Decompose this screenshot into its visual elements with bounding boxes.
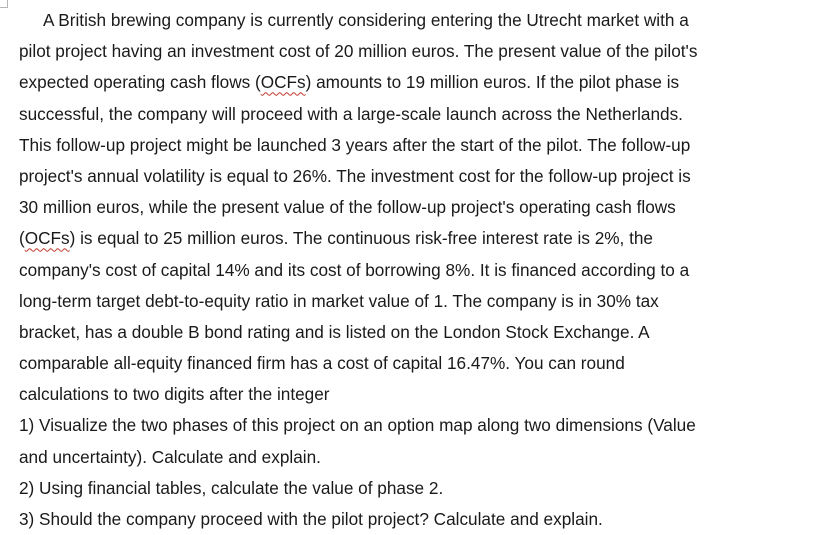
question-line: 3) Should the company proceed with the pilot project? Calculate and explain. — [19, 509, 603, 529]
question-1 — [19, 410, 834, 472]
question-2 — [19, 473, 834, 504]
question-line: 1) Visualize the two phases of this project on an option map along two dimensions (Value — [19, 415, 696, 436]
paragraph-line: pilot project having an investment cost of 20 million euros. The present value of the pilot's — [19, 41, 698, 62]
line-text: ) amounts to 19 million euros. If the pilot phase is — [305, 72, 680, 93]
line-text: ( — [19, 228, 25, 249]
paragraph-line — [19, 67, 834, 98]
question-list — [19, 410, 834, 535]
paragraph-line: This follow-up project might be launched 3 years after the start of the pilot. The follow-up — [19, 134, 691, 155]
spellcheck-flagged-word: OCFs — [260, 72, 306, 93]
paragraph-line: bracket, has a double B bond rating and is listed on the London Stock Exchange. A — [19, 321, 650, 342]
problem-paragraph — [19, 5, 834, 410]
paragraph-line: comparable all-equity financed firm has a cost of capital 16.47%. You can round — [19, 353, 625, 374]
line-text: ) is equal to 25 million euros. The continuous risk-free interest rate is 2%, the — [69, 228, 653, 249]
question-line: 2) Using financial tables, calculate the value of phase 2. — [19, 477, 444, 498]
question-3 — [19, 504, 834, 535]
question-line: and uncertainty). Calculate and explain. — [19, 446, 321, 467]
paragraph-line: project's annual volatility is equal to 26%. The investment cost for the follow-up project is — [19, 165, 691, 186]
paragraph-line: A British brewing company is currently considering entering the Utrecht market with a — [43, 10, 689, 30]
paragraph-line — [19, 223, 834, 254]
paragraph-line: 30 million euros, while the present value of the follow-up project's operating cash flows — [19, 197, 676, 218]
paragraph-line: calculations to two digits after the integer — [19, 384, 330, 405]
page-corner-mark — [0, 0, 8, 8]
paragraph-line: long-term target debt-to-equity ratio in market value of 1. The company is in 30% tax — [19, 290, 659, 311]
paragraph-line: company's cost of capital 14% and its cost of borrowing 8%. It is financed according to a — [19, 259, 690, 280]
line-text: expected operating cash flows ( — [19, 72, 261, 93]
document-body — [19, 5, 834, 535]
spellcheck-flagged-word: OCFs — [24, 228, 70, 249]
paragraph-line: successful, the company will proceed with a large-scale launch across the Netherlands. — [19, 103, 683, 124]
